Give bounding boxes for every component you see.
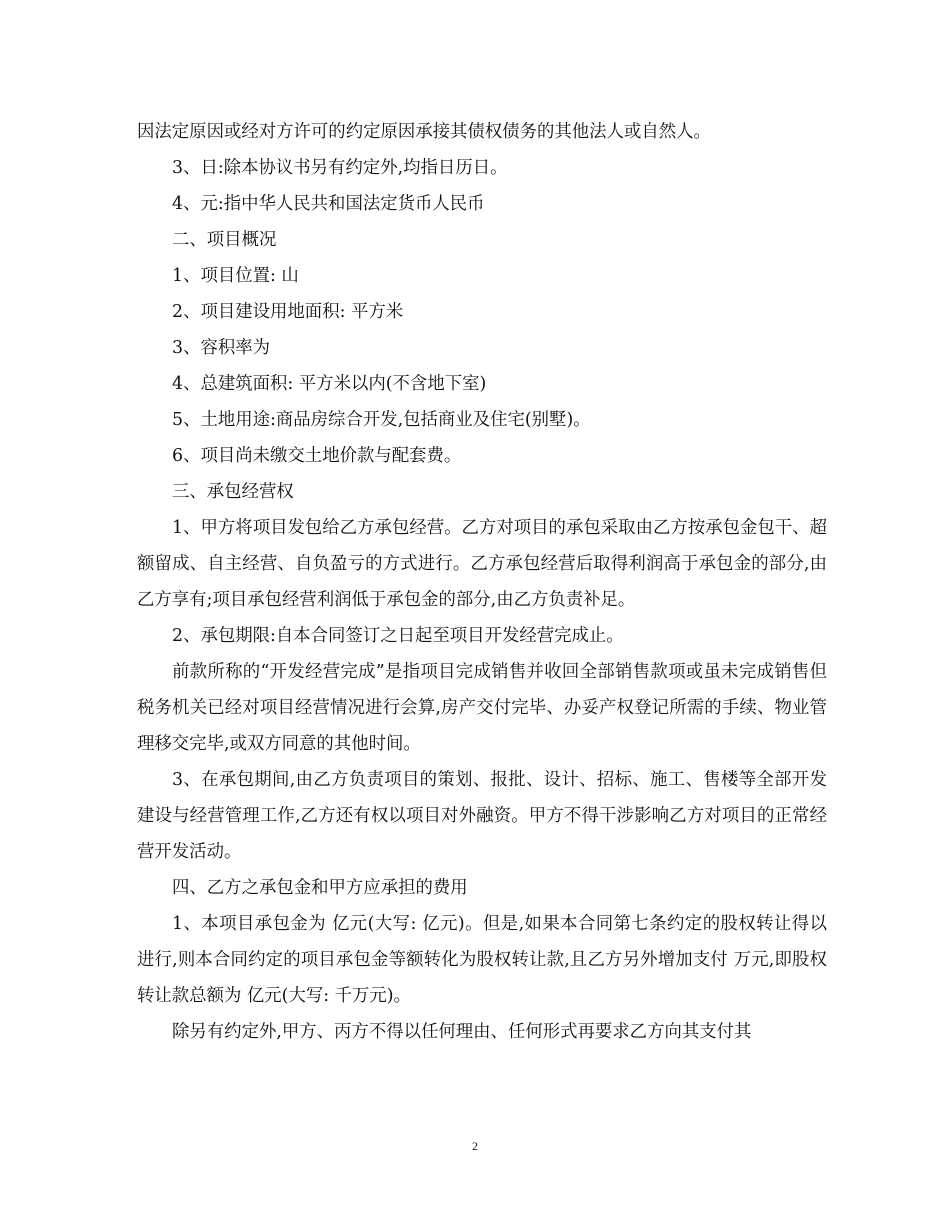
- paragraph-contract-amount: 1、本项目承包金为 亿元(大写: 亿元)。但是,如果本合同第七条约定的股权转让得以进行,则本合同约定的项目承包金等额转化为股权转让款,且乙方另外增加支付 万元,即股权转让款总额为 亿元(大写: 千万元)。: [137, 914, 827, 1006]
- paragraph-project-location: 1、项目位置: 山: [172, 266, 299, 286]
- paragraph-floor-area: 4、总建筑面积: 平方米以内(不含地下室): [172, 374, 487, 394]
- paragraph-land-use: 5、土地用途:商品房综合开发,包括商业及住宅(别墅)。: [172, 410, 591, 430]
- page-number: 2: [472, 1139, 478, 1153]
- paragraph-definition-day: 3、日:除本协议书另有约定外,均指日历日。: [172, 158, 508, 178]
- paragraph-definition-yuan: 4、元:指中华人民共和国法定货币人民币: [172, 194, 485, 214]
- paragraph-continuation: 因法定原因或经对方许可的约定原因承接其债权债务的其他法人或自然人。: [137, 122, 711, 142]
- paragraph-land-fees: 6、项目尚未缴交土地价款与配套费。: [172, 446, 462, 466]
- section-heading-contract-fee: 四、乙方之承包金和甲方应承担的费用: [172, 878, 468, 898]
- paragraph-completion-definition: 前款所称的“开发经营完成”是指项目完成销售并收回全部销售款项或虽未完成销售但税务机关已经对项目经营情况进行会算,房产交付完毕、办妥产权登记所需的手续、物业管理移交完毕,或双方同意的其他时间。: [137, 662, 827, 754]
- section-heading-project-overview: 二、项目概况: [172, 230, 277, 250]
- paragraph-management-duties: 3、在承包期间,由乙方负责项目的策划、报批、设计、招标、施工、售楼等全部开发建设与经营管理工作,乙方还有权以项目对外融资。甲方不得干涉影响乙方对项目的正常经营开发活动。: [137, 770, 827, 862]
- paragraph-plot-ratio: 3、容积率为: [172, 338, 271, 358]
- paragraph-other-payments: 除另有约定外,甲方、丙方不得以任何理由、任何形式再要求乙方向其支付其: [172, 1022, 752, 1042]
- paragraph-contract-term: 2、承包期限:自本合同签订之日起至项目开发经营完成止。: [172, 626, 624, 646]
- paragraph-contracting-mode: 1、甲方将项目发包给乙方承包经营。乙方对项目的承包采取由乙方按承包金包干、超额留成、自主经营、自负盈亏的方式进行。乙方承包经营后取得利润高于承包金的部分,由乙方享有;项目承包经营利润低于承包金的部分,由乙方负责补足。: [137, 518, 827, 610]
- paragraph-land-area: 2、项目建设用地面积: 平方米: [172, 302, 404, 322]
- document-body: [137, 114, 827, 1050]
- section-heading-contract-rights: 三、承包经营权: [172, 482, 294, 502]
